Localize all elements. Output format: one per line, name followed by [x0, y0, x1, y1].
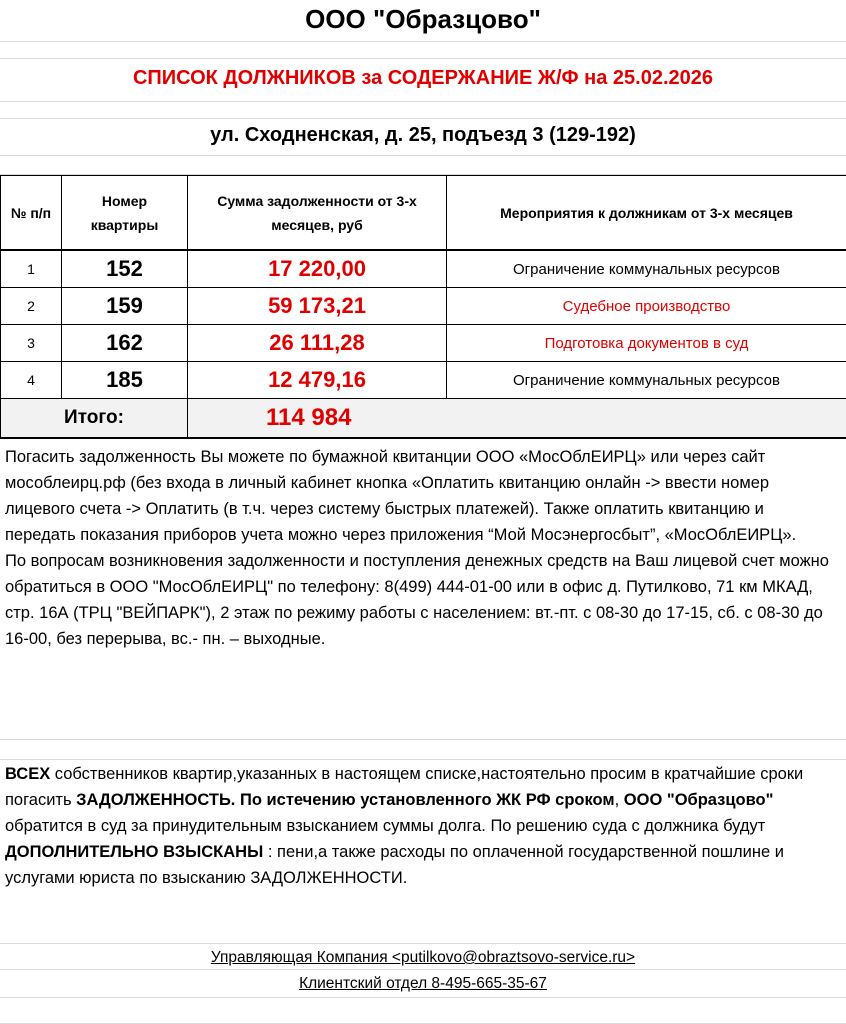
total-label: Итого: [1, 399, 188, 439]
grid-row [0, 718, 846, 740]
header-measures: Мероприятия к должникам от 3-х месяцев [447, 176, 846, 251]
debt-measure: Ограничение коммунальных ресурсов [447, 362, 846, 399]
warning-text: обратится в суд за принудительным взысканием суммы долга. По решению суда с должника будут [5, 817, 766, 835]
debt-measure: Подготовка документов в суд [447, 325, 846, 362]
debtors-table [0, 175, 846, 439]
grid-row [0, 102, 846, 119]
warning-text: собственников квартир,указанных в настоящем списке,настоятельно просим в кратчайшие сроки погасить [5, 765, 804, 809]
table-row [1, 362, 846, 399]
warning-text: : пени,а также расходы по оплаченной государственной пошлине и услугами юриста по взысканию ЗАДОЛЖЕННОСТИ. [5, 843, 784, 887]
debtors-list-heading: СПИСОК ДОЛЖНИКОВ за СОДЕРЖАНИЕ Ж/Ф на 25.02.2026 [132, 67, 714, 89]
row-number: 3 [1, 325, 62, 362]
warning-bold: ВСЕХ [5, 765, 51, 783]
debt-amount: 59 173,21 [188, 288, 447, 325]
apartment-number: 152 [62, 250, 188, 288]
management-company-contact: Управляющая Компания <putilkovo@obraztsovo-service.ru> [210, 949, 636, 966]
debt-amount: 12 479,16 [188, 362, 447, 399]
header-row-number: № п/п [1, 176, 62, 251]
warning-text: , [614, 791, 624, 809]
debt-measure: Ограничение коммунальных ресурсов [447, 250, 846, 288]
grid-row [0, 998, 846, 1024]
debt-amount: 17 220,00 [188, 250, 447, 288]
debt-warning [5, 761, 835, 891]
table-header-row [1, 176, 846, 251]
header-apartment: Номер квартиры [62, 176, 188, 251]
table-row [1, 288, 846, 325]
grid-row [0, 156, 846, 175]
debt-amount: 26 111,28 [188, 325, 447, 362]
apartment-number: 185 [62, 362, 188, 399]
payment-instructions [5, 444, 835, 652]
warning-bold: ДОПОЛНИТЕЛЬНО ВЗЫСКАНЫ [5, 843, 264, 861]
table-row [1, 325, 846, 362]
payment-text: Погасить задолженность Вы можете по бумажной квитанции ООО «МосОблЕИРЦ» или через сайт мособлеирц.рф (без входа в личный кабинет кнопка «Оплатить квитанцию онлайн -> ввести номер лицевого счета -> Оплатить (в т.ч. через систему быстрых платежей). Также оплатить квитанцию и передать показания приборов учета можно через приложения “Мой Мосэнергосбыт”, «МосОблЕИРЦ». [5, 448, 797, 544]
building-address: ул. Сходненская, д. 25, подъезд 3 (129-192) [210, 124, 636, 146]
grid-row [0, 42, 846, 59]
client-department-phone: Клиентский отдел 8-495-665-35-67 [299, 975, 547, 992]
debt-measure: Судебное производство [447, 288, 846, 325]
row-number: 1 [1, 250, 62, 288]
row-number: 4 [1, 362, 62, 399]
total-amount: 114 984 [188, 399, 846, 439]
header-debt-sum: Сумма задолженности от 3-х месяцев, руб [188, 176, 447, 251]
apartment-number: 162 [62, 325, 188, 362]
company-name: ООО "Образцово" [305, 4, 541, 34]
grid-row [0, 740, 846, 760]
warning-bold: ЗАДОЛЖЕННОСТЬ. По истечению установленного ЖК РФ сроком [76, 791, 615, 809]
warning-bold: ООО "Образцово" [623, 791, 774, 809]
row-number: 2 [1, 288, 62, 325]
total-row [1, 399, 846, 439]
contact-text: По вопросам возникновения задолженности и поступления денежных средств на Ваш лицевой счет можно обратиться в ООО "МосОблЕИРЦ" по телефону: 8(499) 444-01-00 или в офис д. Путилково, 71 км МКАД, стр. 16А (ТРЦ "ВЕЙПАРК"), 2 этаж по режиму работы с населением: вт.-пт. с 08-30 до 17-15, сб. с 08-30 до 16-00, без перерыва, вс.- пн. – выходные. [5, 552, 829, 648]
grid-row [0, 924, 846, 944]
apartment-number: 159 [62, 288, 188, 325]
table-row [1, 250, 846, 288]
